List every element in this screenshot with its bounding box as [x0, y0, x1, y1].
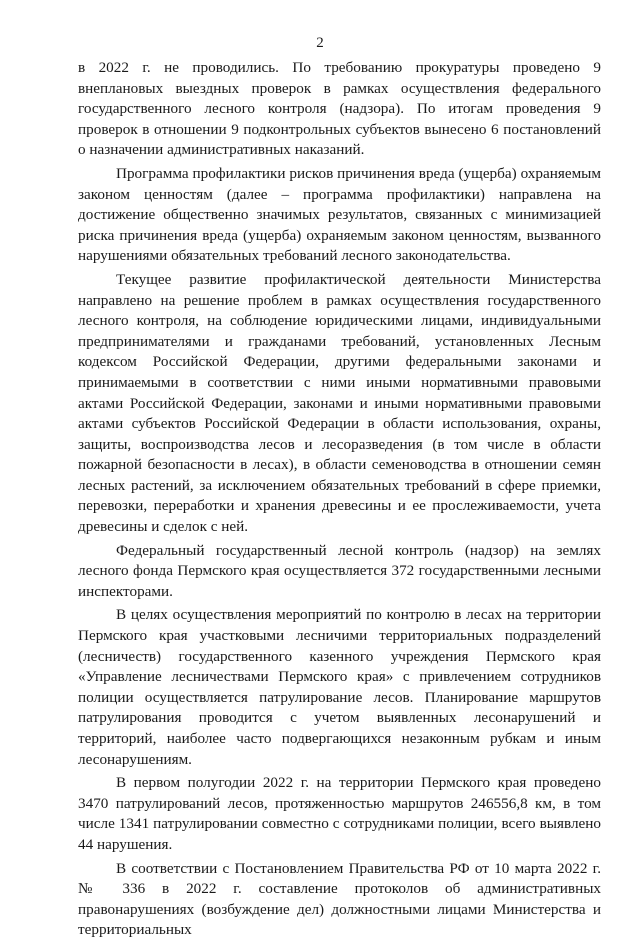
paragraph-government-resolution: В соответствии с Постановлением Правительства РФ от 10 марта 2022 г. № 336 в 2022 г. составление протоколов об административных правонарушениях (возбуждение дел) должностными лицами Министерства и территориальных: [78, 859, 601, 939]
paragraph-current-prevention-activity: Текущее развитие профилактической деятельности Министерства направлено на решение проблем в рамках осуществления государственного лесного контроля, на соблюдение юридическими лицами, индивидуальными предпринимателями и гражданами требований, установленных Лесным кодексом Российской Федерации, другими федеральными законами и принимаемыми в соответствии с ними иными нормативными правовыми актами Российской Федерации, законами и иными нормативными правовыми актами субъектов Российской Федерации в области использования, охраны, защиты, воспроизводства лесов и лесоразведения (в том числе в области пожарной безопасности в лесах), в области семеноводства в отношении семян лесных растений, за исключением обязательных требований в сфере приемки, перевозки, переработки и хранения древесины и ее прослеживаемости, учета древесины и сделок с ней.: [78, 270, 601, 536]
paragraph-forest-patrolling: В целях осуществления мероприятий по контролю в лесах на территории Пермского края участковыми лесничими территориальных подразделений (лесничеств) государственного казенного учреждения Пермского края «Управление лесничествами Пермского края» с привлечением сотрудников полиции осуществляется патрулирование лесов. Планирование маршрутов патрулирования проводится с учетом выявленных лесонарушений и территорий, наиболее часто подвергающихся незаконным рубкам и иным лесонарушениям.: [78, 606, 601, 768]
page-number: 2: [316, 35, 324, 51]
paragraph-prevention-program: Программа профилактики рисков причинения вреда (ущерба) охраняемым законом ценностям (далее – программа профилактики) направлена на достижение общественно значимых результатов, связанных с минимизацией риска причинения вреда (ущерба) охраняемым законом ценностям, вызванного нарушениями обязательных требований лесного законодательства.: [78, 164, 601, 265]
document-body: [78, 58, 601, 944]
paragraph-patrol-statistics: В первом полугодии 2022 г. на территории Пермского края проведено 3470 патрулирований лесов, протяженностью маршрутов 246556,8 км, в том числе 1341 патрулировании совместно с сотрудниками полиции, всего выявлено 44 нарушения.: [78, 774, 601, 853]
paragraph-forest-inspectors: Федеральный государственный лесной контроль (надзор) на землях лесного фонда Пермского края осуществляется 372 государственными лесными инспекторами.: [78, 541, 601, 600]
paragraph-inspections-results: в 2022 г. не проводились. По требованию прокуратуры проведено 9 внеплановых выездных проверок в рамках осуществления федерального государственного лесного контроля (надзора). По итогам проведения 9 проверок в отношении 9 подконтрольных субъектов вынесено 6 постановлений о назначении административных наказаний.: [78, 59, 601, 159]
